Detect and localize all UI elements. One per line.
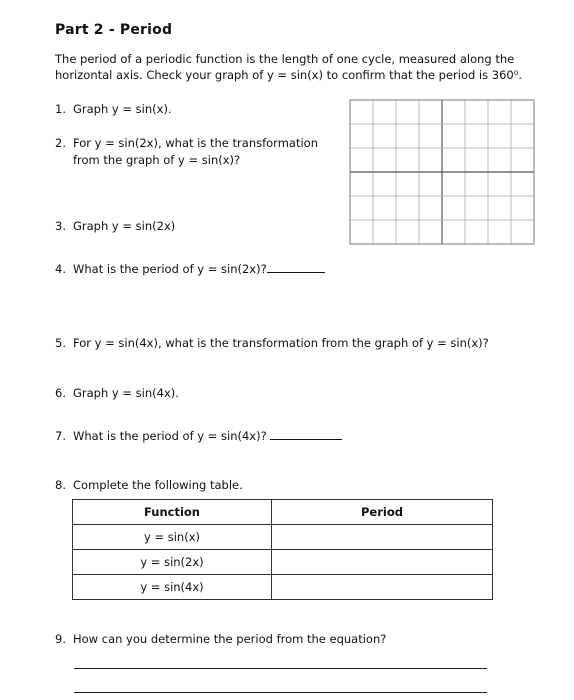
question-5 [55, 336, 489, 350]
question-text: For y = sin(4x), what is the transformation from the graph of y = sin(x)? [73, 336, 489, 350]
question-text: What is the period of y = sin(2x)? [73, 262, 267, 276]
header-function: Function [73, 500, 272, 525]
question-number: 6. [55, 386, 66, 400]
question-text: Graph y = sin(x). [73, 102, 172, 116]
question-text: For y = sin(2x), what is the transformation [73, 136, 318, 150]
table-header-row [73, 500, 493, 525]
table-row [73, 575, 493, 600]
function-cell: y = sin(2x) [73, 550, 272, 575]
question-text: Graph y = sin(4x). [73, 386, 179, 400]
function-cell: y = sin(4x) [73, 575, 272, 600]
answer-line[interactable] [74, 668, 487, 669]
table-row [73, 525, 493, 550]
question-text: Complete the following table. [73, 478, 243, 492]
answer-line[interactable] [74, 692, 487, 693]
question-number: 2. [55, 136, 66, 150]
intro-paragraph: The period of a periodic function is the length of one cycle, measured along the horizontal axis. Check your graph of y = sin(x) to confirm that the period is 360⁰. [55, 52, 522, 82]
period-cell[interactable] [272, 550, 493, 575]
question-number: 8. [55, 478, 66, 492]
header-period: Period [272, 500, 493, 525]
question-3 [55, 219, 175, 233]
question-text: How can you determine the period from the equation? [73, 632, 387, 646]
graph-grid[interactable] [349, 99, 535, 245]
answer-blank[interactable] [267, 261, 325, 273]
question-text: What is the period of y = sin(4x)? [73, 429, 267, 443]
question-1 [55, 102, 172, 116]
page-title: Part 2 - Period [55, 22, 173, 38]
function-cell: y = sin(x) [73, 525, 272, 550]
question-text: Graph y = sin(2x) [73, 219, 176, 233]
question-2-line-2: from the graph of y = sin(x)? [73, 153, 241, 167]
question-4 [55, 261, 325, 276]
question-8 [55, 478, 243, 492]
period-cell[interactable] [272, 525, 493, 550]
period-cell[interactable] [272, 575, 493, 600]
question-number: 1. [55, 102, 66, 116]
question-number: 3. [55, 219, 66, 233]
answer-blank[interactable] [270, 428, 342, 440]
question-number: 7. [55, 429, 66, 443]
question-number: 4. [55, 262, 66, 276]
question-number: 5. [55, 336, 66, 350]
table-row [73, 550, 493, 575]
question-7 [55, 428, 342, 443]
question-9 [55, 632, 386, 646]
period-table [72, 499, 493, 600]
question-number: 9. [55, 632, 66, 646]
question-6 [55, 386, 179, 400]
question-2 [55, 136, 318, 150]
